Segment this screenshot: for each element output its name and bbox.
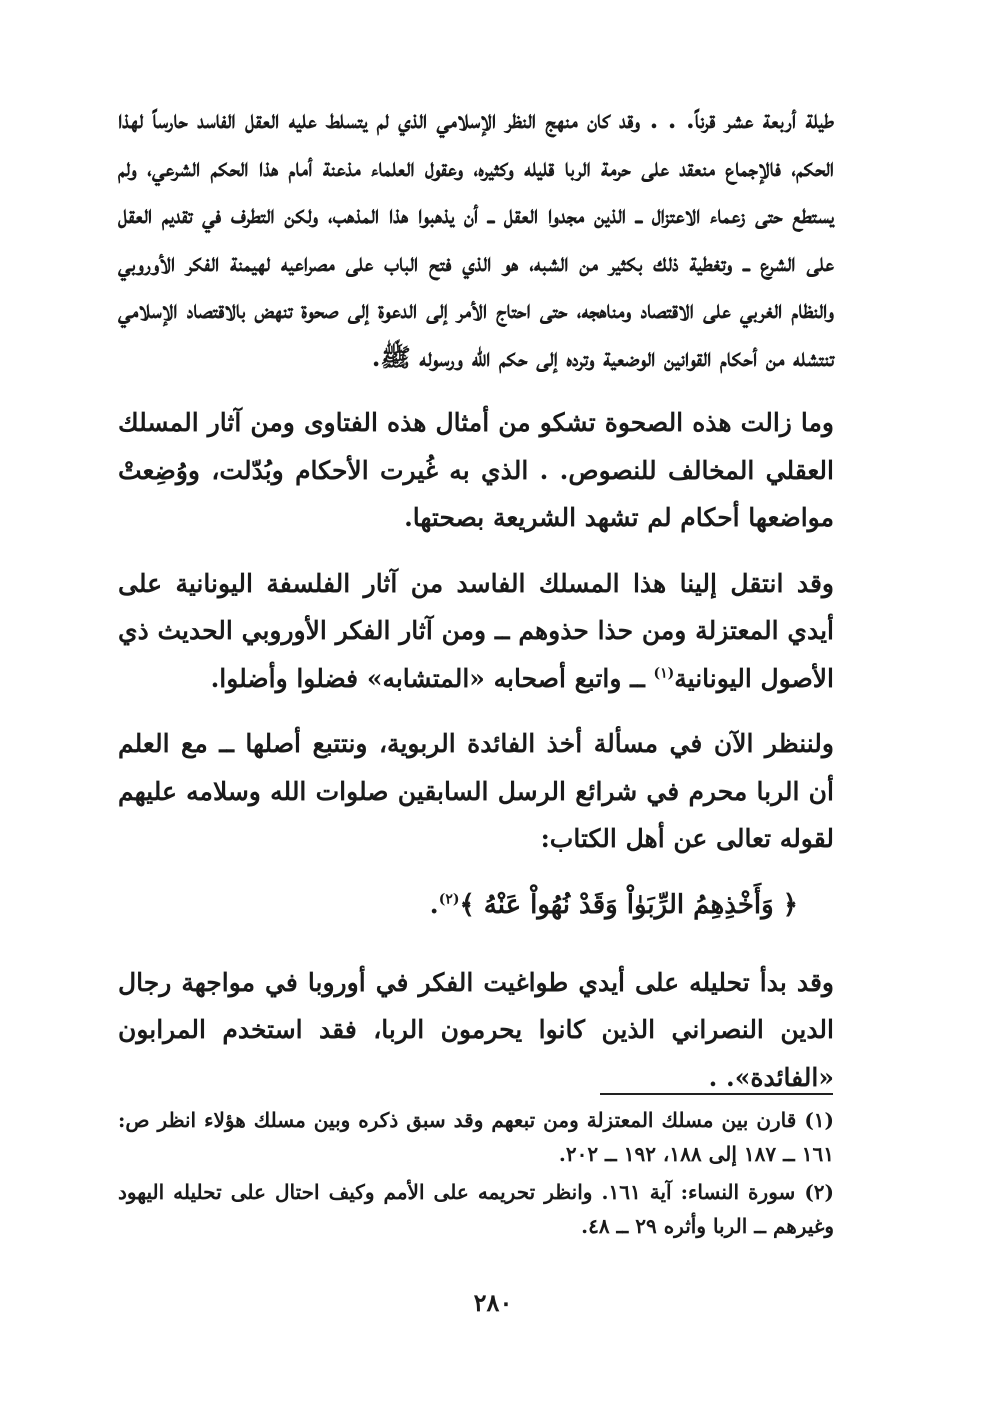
paragraph-3: [118, 560, 834, 703]
footnote-divider: [600, 1093, 833, 1095]
paragraph-1: طيلة أربعة عشر قرناً. . . وقد كان منهج النظر الإسلامي الذي لم يتسلط عليه العقل الفاسد حارساً لهذا الحكم، فالإجماع منعقد على حرمة الربا قليله وكثيره، وعقول العلماء مذعنة أمام هذا الحكم الشرعي، ولم يستطع حتى زعماء الاعتزال ــ الذين مجدوا العقل ــ أن يذهبوا هذا المذهب، ولكن التطرف في تقديم العقل على الشرع ــ وتغطية ذلك بكثير من الشبه، هو الذي فتح الباب على مصراعيه لهيمنة الفكر الأوروبي والنظام الغربي على الاقتصاد ومناهجه، حتى احتاج الأمر إلى الدعوة إلى صحوة تنهض بالاقتصاد الإسلامي تنتشله من أحكام القوانين الوضعية وترده إلى حكم الله ورسوله ﷺ.: [118, 105, 834, 372]
footnote-ref-2: (٢): [438, 890, 460, 907]
footnote-ref-1: (١): [653, 665, 675, 682]
quran-close-bracket: ﴾: [459, 889, 475, 920]
footnotes: [118, 1103, 834, 1247]
quran-verse-text: وَأَخْذِهِمُ الرِّبَوٰاْ وَقَدْ نُهُواْ عَنْهُ: [483, 889, 774, 920]
paragraph-2: وما زالت هذه الصحوة تشكو من أمثال هذه الفتاوى ومن آثار المسلك العقلي المخالف للنصوص. . الذي به غُيرت الأحكام وبُدّلت، ووُضِعتْ مواضعها أحكام لم تشهد الشريعة بصحتها.: [118, 408, 834, 532]
quran-end-period: .: [429, 889, 439, 920]
quran-verse: [118, 881, 798, 929]
page-number: ٢٨٠: [473, 1288, 513, 1317]
paragraph-3-text: وقد انتقل إلينا هذا المسلك الفاسد من آثار الفلسفة اليونانية على أيدي المعتزلة ومن حذا حذوهم ــ ومن آثار الفكر الأوروبي الحديث ذي الأصول اليونانية: [118, 568, 834, 693]
paragraph-3-tail: ــ واتبع أصحابه «المتشابه» فضلوا وأضلوا.: [210, 663, 654, 693]
footnote-1: (١) قارن بين مسلك المعتزلة ومن تبعهم وقد سبق ذكره وبين مسلك هؤلاء انظر ص: ١٦١ ــ ١٨٧ إلى ١٨٨، ١٩٢ ــ ٢٠٢.: [118, 1108, 834, 1166]
footnote-2: (٢) سورة النساء: آية ١٦١. وانظر تحريمه على الأمم وكيف احتال على تحليله اليهود وغيرهم ــ الربا وأثره ٢٩ ــ ٤٨.: [118, 1180, 834, 1238]
quran-open-bracket: ﴿: [782, 889, 798, 920]
main-text: [118, 96, 834, 1119]
paragraph-4: ولننظر الآن في مسألة أخذ الفائدة الربوية، ونتتبع أصلها ــ مع العلم أن الربا محرم في شرائع الرسل السابقين صلوات الله وسلامه عليهم لقوله تعالى عن أهل الكتاب:: [118, 729, 834, 853]
paragraph-5: وقد بدأ تحليله على أيدي طواغيت الفكر في أوروبا في مواجهة رجال الدين النصراني الذين كانوا يحرمون الربا، فقد استخدم المرابون «الفائدة». .: [118, 967, 834, 1092]
